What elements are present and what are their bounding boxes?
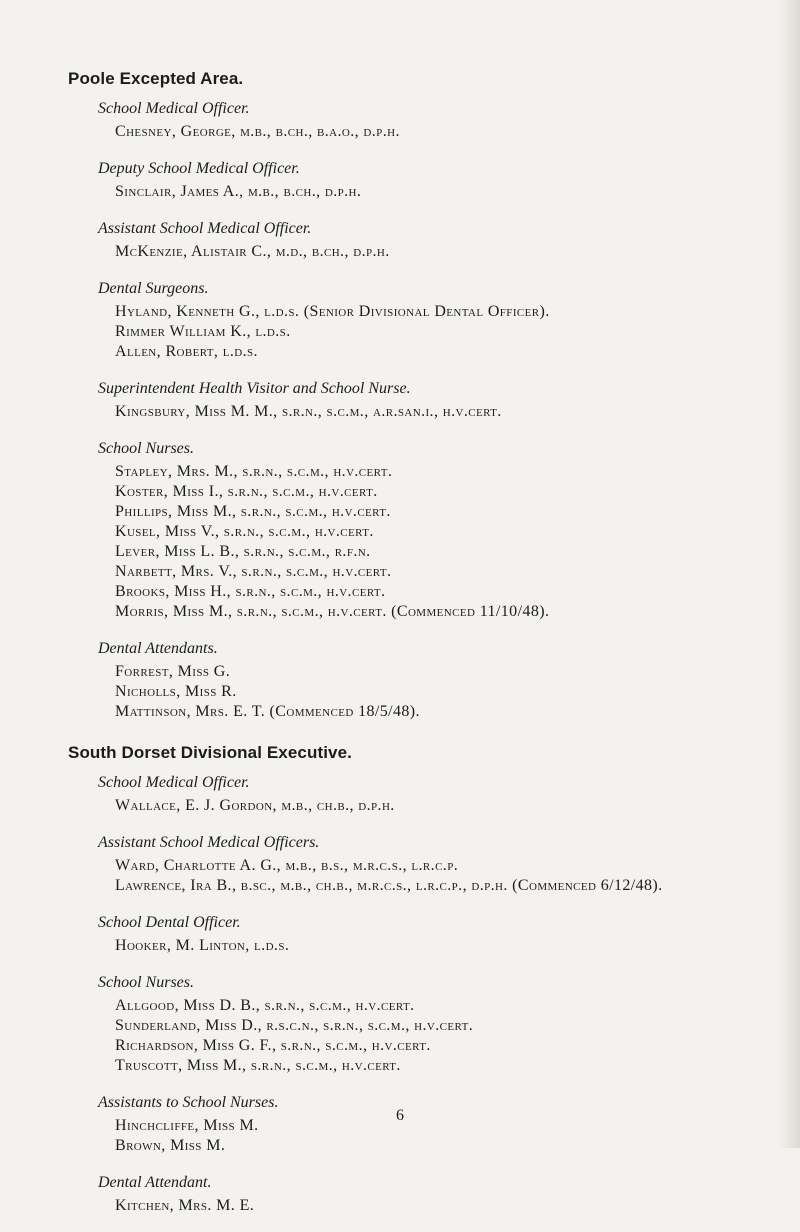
section (68, 742, 780, 1216)
staff-group (98, 378, 780, 422)
staff-group (98, 218, 780, 262)
staff-entry: Truscott, Miss M., s.r.n., s.c.m., h.v.cert. (115, 1057, 401, 1074)
staff-entry: Hooker, M. Linton, l.d.s. (115, 937, 290, 954)
page-edge-shadow (778, 0, 800, 1148)
staff-entry: McKenzie, Alistair C., m.d., b.ch., d.p.h. (115, 243, 390, 260)
staff-entry: Richardson, Miss G. F., s.r.n., s.c.m., h.v.cert. (115, 1037, 431, 1054)
staff-group (98, 1172, 780, 1216)
name-list (115, 462, 780, 622)
staff-entry: Allgood, Miss D. B., s.r.n., s.c.m., h.v.cert. (115, 997, 415, 1014)
staff-entry: Lawrence, Ira B., b.sc., m.b., ch.b., m.r.c.s., l.r.c.p., d.p.h. (Commenced 6/12/48). (115, 877, 663, 894)
staff-entry: Forrest, Miss G. (115, 663, 231, 680)
name-list (115, 182, 780, 202)
staff-group (98, 772, 780, 816)
role-heading: School Medical Officer. (98, 774, 250, 791)
staff-entry: Morris, Miss M., s.r.n., s.c.m., h.v.cert. (Commenced 11/10/48). (115, 603, 550, 620)
staff-entry: Kusel, Miss V., s.r.n., s.c.m., h.v.cert. (115, 523, 374, 540)
role-heading: Dental Attendant. (98, 1174, 212, 1191)
staff-group (98, 638, 780, 722)
role-heading: Deputy School Medical Officer. (98, 160, 300, 177)
name-list (115, 402, 780, 422)
section (68, 68, 780, 722)
staff-group (98, 98, 780, 142)
staff-entry: Nicholls, Miss R. (115, 683, 237, 700)
name-list (115, 122, 780, 142)
staff-group (98, 832, 780, 896)
staff-entry: Hyland, Kenneth G., l.d.s. (Senior Divisional Dental Officer). (115, 303, 550, 320)
page-number: 6 (396, 1107, 404, 1124)
staff-entry: Narbett, Mrs. V., s.r.n., s.c.m., h.v.cert. (115, 563, 392, 580)
role-heading: School Medical Officer. (98, 100, 250, 117)
staff-entry: Brown, Miss M. (115, 1137, 226, 1154)
name-list (115, 1196, 780, 1216)
role-heading: Assistants to School Nurses. (98, 1094, 279, 1111)
name-list (115, 662, 780, 722)
name-list (115, 796, 780, 816)
role-heading: Assistant School Medical Officer. (98, 220, 312, 237)
staff-entry: Kingsbury, Miss M. M., s.r.n., s.c.m., a.r.san.i., h.v.cert. (115, 403, 502, 420)
staff-entry: Brooks, Miss H., s.r.n., s.c.m., h.v.cert. (115, 583, 386, 600)
staff-entry: Sunderland, Miss D., r.s.c.n., s.r.n., s.c.m., h.v.cert. (115, 1017, 474, 1034)
staff-list (68, 68, 780, 1232)
staff-entry: Allen, Robert, l.d.s. (115, 343, 258, 360)
name-list (115, 996, 780, 1076)
staff-entry: Hinchcliffe, Miss M. (115, 1117, 259, 1134)
staff-group (98, 912, 780, 956)
staff-entry: Rimmer William K., l.d.s. (115, 323, 291, 340)
staff-entry: Mattinson, Mrs. E. T. (Commenced 18/5/48). (115, 703, 420, 720)
role-heading: Superintendent Health Visitor and School Nurse. (98, 380, 411, 397)
role-heading: Assistant School Medical Officers. (98, 834, 320, 851)
staff-entry: Stapley, Mrs. M., s.r.n., s.c.m., h.v.cert. (115, 463, 393, 480)
staff-entry: Lever, Miss L. B., s.r.n., s.c.m., r.f.n. (115, 543, 371, 560)
name-list (115, 936, 780, 956)
staff-entry: Wallace, E. J. Gordon, m.b., ch.b., d.p.h. (115, 797, 395, 814)
role-heading: School Nurses. (98, 440, 194, 457)
staff-entry: Kitchen, Mrs. M. E. (115, 1197, 255, 1214)
section-title: South Dorset Divisional Executive. (68, 743, 352, 762)
role-heading: Dental Surgeons. (98, 280, 209, 297)
staff-group (98, 278, 780, 362)
staff-entry: Koster, Miss I., s.r.n., s.c.m., h.v.cert. (115, 483, 378, 500)
section-title: Poole Excepted Area. (68, 69, 244, 88)
staff-group (98, 438, 780, 622)
staff-entry: Sinclair, James A., m.b., b.ch., d.p.h. (115, 183, 362, 200)
role-heading: School Dental Officer. (98, 914, 241, 931)
name-list (115, 302, 780, 362)
name-list (115, 242, 780, 262)
role-heading: Dental Attendants. (98, 640, 218, 657)
staff-group (98, 972, 780, 1076)
staff-entry: Chesney, George, m.b., b.ch., b.a.o., d.p.h. (115, 123, 400, 140)
staff-group (98, 158, 780, 202)
name-list (115, 856, 780, 896)
role-heading: School Nurses. (98, 974, 194, 991)
staff-entry: Ward, Charlotte A. G., m.b., b.s., m.r.c.s., l.r.c.p. (115, 857, 459, 874)
staff-entry: Phillips, Miss M., s.r.n., s.c.m., h.v.cert. (115, 503, 391, 520)
